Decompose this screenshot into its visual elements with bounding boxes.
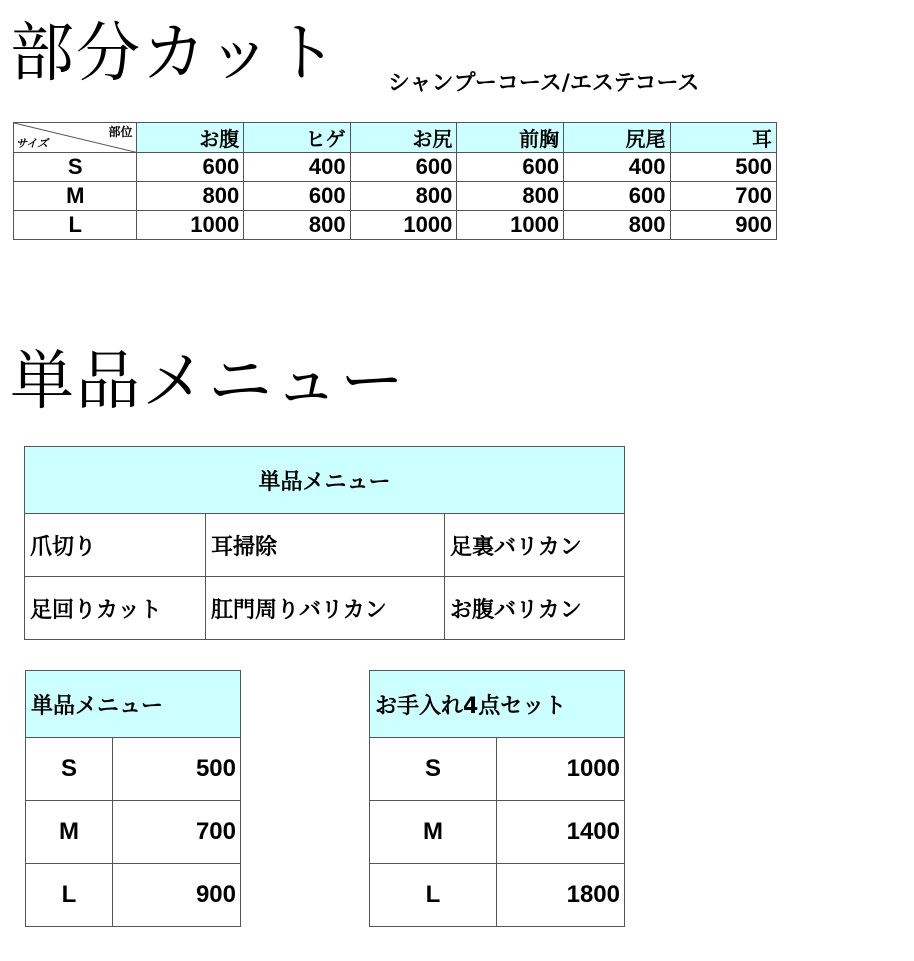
table-row (14, 182, 777, 211)
price-cell: 600 (350, 153, 457, 182)
menu-item: 足回りカット (25, 577, 206, 640)
price-cell: 1400 (497, 801, 625, 864)
size-label: L (26, 864, 113, 927)
size-label: S (14, 153, 137, 182)
price-cell: 1000 (457, 211, 564, 240)
size-label: M (370, 801, 497, 864)
table-row (25, 514, 625, 577)
price-cell: 800 (457, 182, 564, 211)
single-menu-heading: 単品メニュー (10, 345, 406, 419)
column-header: 耳 (670, 123, 776, 153)
table-row (26, 738, 241, 801)
single-price-table (25, 670, 241, 927)
table-header-row (370, 671, 625, 738)
table-row (26, 801, 241, 864)
price-cell: 700 (670, 182, 776, 211)
size-label: L (370, 864, 497, 927)
menu-item: 耳掃除 (206, 514, 445, 577)
table-header-row (14, 123, 777, 153)
table-row (370, 864, 625, 927)
price-cell: 1000 (350, 211, 457, 240)
menu-item: 爪切り (25, 514, 206, 577)
price-cell: 800 (564, 211, 670, 240)
column-header: ヒゲ (244, 123, 350, 153)
table-row (14, 211, 777, 240)
single-menu-table-title: 単品メニュー (25, 447, 625, 514)
size-label: L (14, 211, 137, 240)
size-label: M (26, 801, 113, 864)
price-cell: 600 (244, 182, 350, 211)
corner-cell (14, 123, 137, 153)
partial-cut-heading: 部分カット (10, 17, 340, 91)
care-set-table (369, 670, 625, 927)
price-cell: 700 (113, 801, 241, 864)
menu-item: 足裏バリカン (445, 514, 625, 577)
menu-item: お腹バリカン (445, 577, 625, 640)
price-cell: 1000 (137, 211, 244, 240)
price-cell: 400 (564, 153, 670, 182)
size-label: S (26, 738, 113, 801)
price-cell: 600 (564, 182, 670, 211)
column-header: お腹 (137, 123, 244, 153)
size-label: S (370, 738, 497, 801)
price-cell: 1800 (497, 864, 625, 927)
table-row (370, 738, 625, 801)
price-cell: 900 (113, 864, 241, 927)
partial-cut-table (13, 122, 777, 240)
price-cell: 800 (244, 211, 350, 240)
single-menu-table (24, 446, 625, 640)
price-cell: 900 (670, 211, 776, 240)
table-row (370, 801, 625, 864)
price-cell: 600 (137, 153, 244, 182)
column-header: 尻尾 (564, 123, 670, 153)
price-cell: 500 (670, 153, 776, 182)
partial-cut-subtitle: シャンプーコース/エステコース (388, 71, 700, 96)
table-row (14, 153, 777, 182)
table-header-row (26, 671, 241, 738)
single-price-title: 単品メニュー (26, 671, 241, 738)
table-row (26, 864, 241, 927)
table-row (25, 577, 625, 640)
price-cell: 800 (137, 182, 244, 211)
price-cell: 1000 (497, 738, 625, 801)
corner-label-size: サイズ (16, 138, 49, 150)
menu-item: 肛門周りバリカン (206, 577, 445, 640)
column-header: 前胸 (457, 123, 564, 153)
price-cell: 400 (244, 153, 350, 182)
column-header: お尻 (350, 123, 457, 153)
price-cell: 800 (350, 182, 457, 211)
care-set-title: お手入れ4点セット (370, 671, 625, 738)
size-label: M (14, 182, 137, 211)
table-header-row (25, 447, 625, 514)
price-cell: 600 (457, 153, 564, 182)
price-cell: 500 (113, 738, 241, 801)
corner-label-part: 部位 (108, 125, 133, 139)
